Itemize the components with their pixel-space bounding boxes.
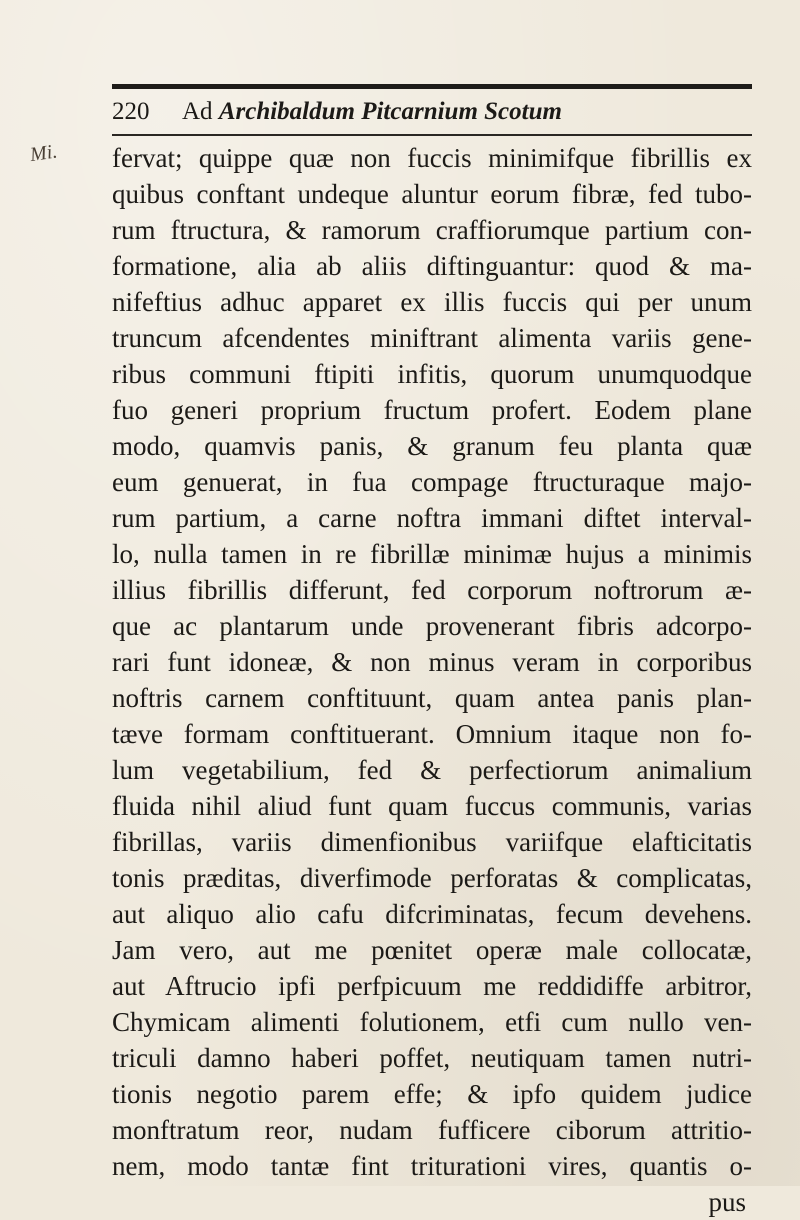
text-line: fibrillas, variis dimenfionibus variifque elafticitatis	[112, 827, 752, 857]
text-line: lo, nulla tamen in re fibrillæ minimæ hujus a minimis	[112, 539, 752, 569]
text-line: Jam vero, aut me pœnitet operæ male collocatæ,	[112, 935, 752, 965]
body-text	[112, 140, 752, 1220]
text-line: tionis negotio parem effe; & ipfo quidem judice	[112, 1079, 752, 1109]
text-line: fuo generi proprium fructum profert. Eodem plane	[112, 395, 752, 425]
text-line: quibus conftant undeque aluntur eorum fibræ, fed tubo-	[112, 179, 752, 209]
text-line: aut Aftrucio ipfi perfpicuum me reddidiffe arbitror,	[112, 971, 752, 1001]
text-line: formatione, alia ab aliis diftinguantur: quod & ma-	[112, 251, 752, 281]
text-line: nifeftius adhuc apparet ex illis fuccis qui per unum	[112, 287, 752, 317]
text-line: monftratum reor, nudam fufficere ciborum attritio-	[112, 1115, 752, 1145]
text-line: truncum afcendentes miniftrant alimenta variis gene-	[112, 323, 752, 353]
text-line: fluida nihil aliud funt quam fuccus communis, varias	[112, 791, 752, 821]
text-line: rum partium, a carne noftra immani diftet interval-	[112, 503, 752, 533]
text-line: nem, modo tantæ fint triturationi vires, quantis o-	[112, 1151, 752, 1181]
text-line: Chymicam alimenti folutionem, etfi cum nullo ven-	[112, 1007, 752, 1037]
text-line: tæve formam conftituerant. Omnium itaque non fo-	[112, 719, 752, 749]
text-line: rum ftructura, & ramorum craffiorumque partium con-	[112, 215, 752, 245]
text-line: que ac plantarum unde provenerant fibris adcorpo-	[112, 611, 752, 641]
text-line: fervat; quippe quæ non fuccis minimifque fibrillis ex	[112, 143, 752, 173]
page-number: 220	[112, 98, 150, 125]
text-line: modo, quamvis panis, & granum feu planta quæ	[112, 431, 752, 461]
top-rule	[112, 84, 752, 89]
page-header	[112, 92, 752, 132]
margin-annotation: Mi.	[28, 140, 59, 167]
text-line: lum vegetabilium, fed & perfectiorum animalium	[112, 755, 752, 785]
header-rule	[112, 134, 752, 136]
text-line: eum genuerat, in fua compage ftructuraque majo-	[112, 467, 752, 497]
running-head	[182, 92, 562, 132]
text-line: ribus communi ftipiti infitis, quorum unumquodque	[112, 359, 752, 389]
text-line: triculi damno haberi poffet, neutiquam tamen nutri-	[112, 1043, 752, 1073]
text-line: tonis præditas, diverfimode perforatas & complicatas,	[112, 863, 752, 893]
text-line: aut aliquo alio cafu difcriminatas, fecum devehens.	[112, 899, 752, 929]
running-head-lead: Ad	[182, 98, 213, 125]
running-head-title: Archibaldum Pitcarnium Scotum	[218, 98, 562, 125]
catchword: pus	[708, 1187, 746, 1217]
text-line: rari funt idoneæ, & non minus veram in corporibus	[112, 647, 752, 677]
text-line: noftris carnem conftituunt, quam antea panis plan-	[112, 683, 752, 713]
text-line: illius fibrillis differunt, fed corporum noftrorum æ-	[112, 575, 752, 605]
